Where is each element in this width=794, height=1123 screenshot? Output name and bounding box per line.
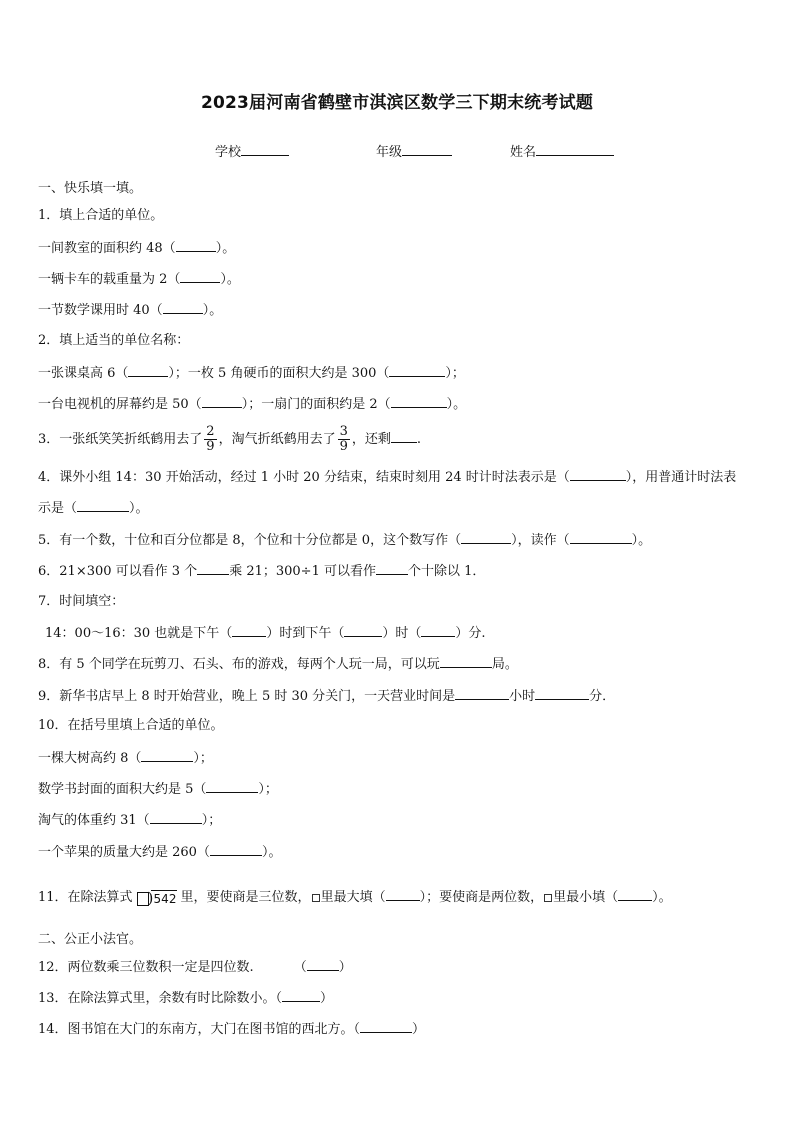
answer-blank[interactable] xyxy=(440,654,492,668)
name-field xyxy=(510,141,614,160)
fraction: $\frac{3}{9}$ xyxy=(339,424,348,454)
box-icon xyxy=(312,894,320,902)
q9: 9．新华书店早上 8 时开始营业，晚上 5 时 30 分关门，一天营业时间是 小时 分． xyxy=(38,686,615,706)
answer-blank[interactable] xyxy=(232,623,266,637)
answer-blank[interactable] xyxy=(344,623,382,637)
q1-item-c: 一节数学课用时 40（ ）。 xyxy=(38,300,222,320)
q2-heading: 2．填上适当的单位名称： xyxy=(38,333,190,348)
q13: 13．在除法算式里，余数有时比除数小。（ ） xyxy=(38,988,333,1008)
answer-blank[interactable] xyxy=(282,988,320,1002)
box-icon xyxy=(544,894,552,902)
answer-blank[interactable] xyxy=(535,686,589,700)
q4-line-1: 4．课外小组 14：30 开始活动，经过 1 小时 20 分结束，结束时刻用 24 时计时法表示是（ ），用普通计时法表 xyxy=(38,467,736,487)
q1-heading: 1．填上合适的单位。 xyxy=(38,208,164,223)
q10-heading: 10．在括号里填上合适的单位。 xyxy=(38,718,224,733)
grade-blank[interactable] xyxy=(402,142,452,156)
answer-blank[interactable] xyxy=(128,363,168,377)
answer-blank[interactable] xyxy=(77,498,129,512)
answer-blank[interactable] xyxy=(197,561,229,575)
answer-blank[interactable] xyxy=(163,300,203,314)
answer-blank[interactable] xyxy=(618,887,652,901)
q5: 5．有一个数，十位和百分位都是 8，个位和十分位都是 0，这个数写作（ ），读作（ ）。 xyxy=(38,530,651,550)
answer-blank[interactable] xyxy=(391,429,417,443)
answer-blank[interactable] xyxy=(421,623,455,637)
section-1-heading: 一、快乐填一填。 xyxy=(38,181,143,196)
q7-heading: 7．时间填空： xyxy=(38,594,125,609)
answer-blank[interactable] xyxy=(391,394,447,408)
answer-blank[interactable] xyxy=(360,1019,412,1033)
q1-item-b: 一辆卡车的载重量为 2（ ）。 xyxy=(38,269,240,289)
q10-item-d: 一个苹果的质量大约是 260（ ）。 xyxy=(38,842,281,862)
answer-blank[interactable] xyxy=(180,269,220,283)
answer-blank[interactable] xyxy=(202,394,242,408)
answer-blank[interactable] xyxy=(206,779,258,793)
q2-line-1: 一张课桌高 6（ ）；一枚 5 角硬币的面积大约是 300（ ）； xyxy=(38,363,465,383)
q8: 8．有 5 个同学在玩剪刀、石头、布的游戏，每两个人玩一局，可以玩 局。 xyxy=(38,654,518,674)
answer-blank[interactable] xyxy=(141,748,193,762)
q12: 12．两位数乘三位数积一定是四位数. （ ） xyxy=(38,957,352,977)
fraction: $\frac{2}{9}$ xyxy=(206,424,215,454)
answer-blank[interactable] xyxy=(150,810,202,824)
q11: 11．在除法算式 ) 542 里，要使商是三位数， 里最大填（ ）；要使商是两位数， 里最小填（ ）。 xyxy=(38,888,672,907)
name-label: 姓名 xyxy=(510,145,537,160)
name-blank[interactable] xyxy=(536,142,614,156)
q6: 6．21×300 可以看作 3 个 乘 21；300÷1 可以看作 个十除以 1． xyxy=(38,561,485,581)
q2-line-2: 一台电视机的屏幕约是 50（ ）；一扇门的面积约是 2（ ）。 xyxy=(38,394,466,414)
long-division-icon: ) 542 xyxy=(135,889,179,907)
page-title: 2023届河南省鹤壁市淇滨区数学三下期末统考试题 xyxy=(200,93,594,113)
answer-blank[interactable] xyxy=(210,842,262,856)
q10-item-b: 数学书封面的面积大约是 5（ ）； xyxy=(38,779,278,799)
grade-label: 年级 xyxy=(376,145,403,160)
answer-blank[interactable] xyxy=(376,561,408,575)
q1-item-a: 一间教室的面积约 48（ ）。 xyxy=(38,238,235,258)
answer-blank[interactable] xyxy=(389,363,445,377)
answer-blank[interactable] xyxy=(570,530,632,544)
grade-field xyxy=(376,141,452,160)
q4-line-2: 示是（ ）。 xyxy=(38,498,149,518)
school-field xyxy=(215,141,289,160)
q7-line: 14：00～16：30 也就是下午（ ）时到下午（ ）时（ ）分. xyxy=(45,623,485,643)
answer-blank[interactable] xyxy=(461,530,511,544)
q3: 3．一张纸笑笑折纸鹤用去了 $\frac{2}{9}$ ，淘气折纸鹤用去了 $\frac{3}{9}$ ，还剩 . xyxy=(38,424,422,454)
answer-blank[interactable] xyxy=(176,238,216,252)
q10-item-a: 一棵大树高约 8（ ）； xyxy=(38,748,213,768)
section-2-heading: 二、公正小法官。 xyxy=(38,932,143,947)
school-blank[interactable] xyxy=(241,142,289,156)
q10-item-c: 淘气的体重约 31（ ）； xyxy=(38,810,221,830)
answer-blank[interactable] xyxy=(455,686,509,700)
q14: 14．图书馆在大门的东南方，大门在图书馆的西北方。（ ） xyxy=(38,1019,425,1039)
answer-blank[interactable] xyxy=(570,467,626,481)
school-label: 学校 xyxy=(215,145,242,160)
answer-blank[interactable] xyxy=(307,957,339,971)
answer-blank[interactable] xyxy=(386,887,420,901)
